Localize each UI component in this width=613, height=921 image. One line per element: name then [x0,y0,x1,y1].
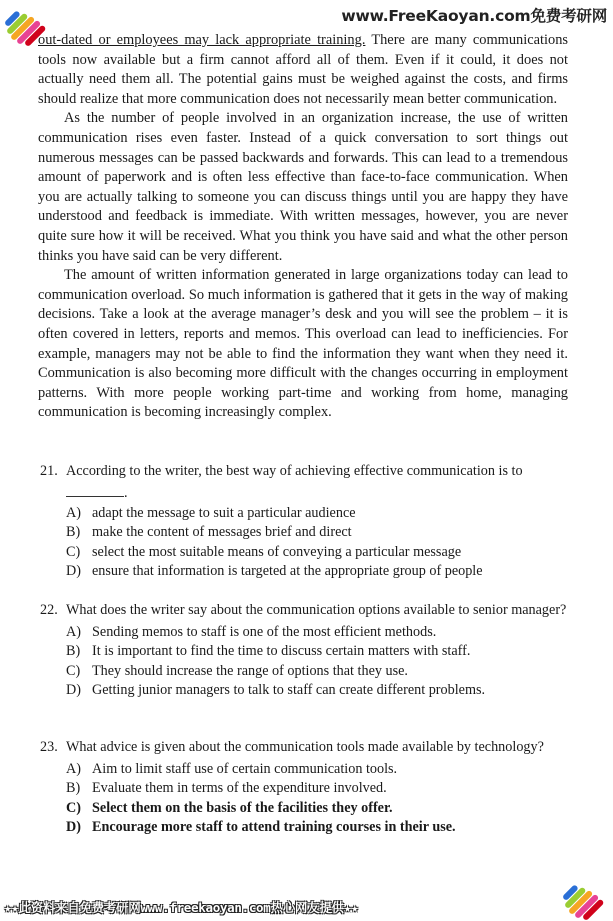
option-c[interactable]: C) They should increase the range of options that they use. [66,662,408,679]
answer-blank [66,482,124,497]
passage [38,31,568,423]
question-number: 23. [40,739,58,755]
passage-paragraph-3: The amount of written information generated in large organizations today can lead to communication overload. So much information is gathered that it gets in the way of making decisions. Take a look at the average manager’s desk and you will see the problem – it is often covered in letters, reports and memos. This overload can lead to inefficiencies. For example, managers may not be able to find the information they want when they need it. Communication is also becoming more difficult with the changes occurring in employment patterns. With more people working part-time and working from home, managing communication is becoming increasingly complex. [38,267,568,421]
question-number: 22. [40,602,58,618]
passage-paragraph-2: As the number of people involved in an organization increase, the use of written communication rises even faster. Instead of a quick conversation to sort things out numerous messages can be passed backwards and forwards. This can lead to a tremendous amount of paperwork and is often less effective than face-to-face communication. When you are actually talking to someone you can discuss things until you are happy they have understood and feedback is immediate. With written messages, however, you are never quite sure how it will be received. What you think you have said and what the other person thinks you have said can be very different. [38,110,568,264]
question-22 [40,601,572,701]
site-logo-icon [562,876,606,916]
question-stem: What advice is given about the communication tools made available by technology? [66,739,544,755]
option-c[interactable]: C) select the most suitable means of conveying a particular message [66,543,462,560]
option-a[interactable]: A) Aim to limit staff use of certain communication tools. [66,760,398,777]
passage-paragraph-1: out-dated or employees may lack appropriate training. There are many communications tools now available but a firm cannot afford all of them. Even if it could, it does not actually need them all. The potential gains must be weighed against the costs, and firms should realize that more communication does not necessarily mean better communication. [38,32,568,107]
options-list [66,504,572,582]
option-a[interactable]: A) adapt the message to suit a particular audience [66,504,356,521]
question-21: 21. According to the writer, the best way of achieving effective communication is to . A) adapt the message to suit a particular audience B) make the content of messages brief and direct C) select the most suitable means of conveying a particular message D) ensure that information is targeted at the appropriate group of people [40,462,572,582]
option-b[interactable]: B) Evaluate them in terms of the expenditure involved. [66,780,387,796]
underlined-phrase: out-dated or employees may lack appropriate training. [38,32,366,48]
option-d[interactable]: D) Getting junior managers to talk to staff can create different problems. [66,682,486,698]
option-b[interactable]: B) It is important to find the time to discuss certain matters with staff. [66,643,471,659]
option-b[interactable]: B) make the content of messages brief and direct [66,524,352,540]
options-list [66,760,572,838]
options-list [66,623,572,701]
option-c[interactable]: C) Select them on the basis of the facilities they offer. [66,799,393,816]
option-a[interactable]: A) Sending memos to staff is one of the most efficient methods. [66,623,437,640]
option-d[interactable]: D) Encourage more staff to attend training courses in their use. [66,819,456,835]
footer-watermark: ★★此资料来自免费考研网www.freekaoyan.com热心网友提供★★ [4,900,359,915]
question-stem: What does the writer say about the communication options available to senior manager? [66,602,567,618]
question-23 [40,738,572,838]
option-d[interactable]: D) ensure that information is targeted at the appropriate group of people [66,563,483,579]
question-stem: According to the writer, the best way of achieving effective communication is to [66,463,523,479]
site-header-text: www.FreeKaoyan.com免费考研网 [341,7,607,25]
question-number: 21. [40,463,58,479]
